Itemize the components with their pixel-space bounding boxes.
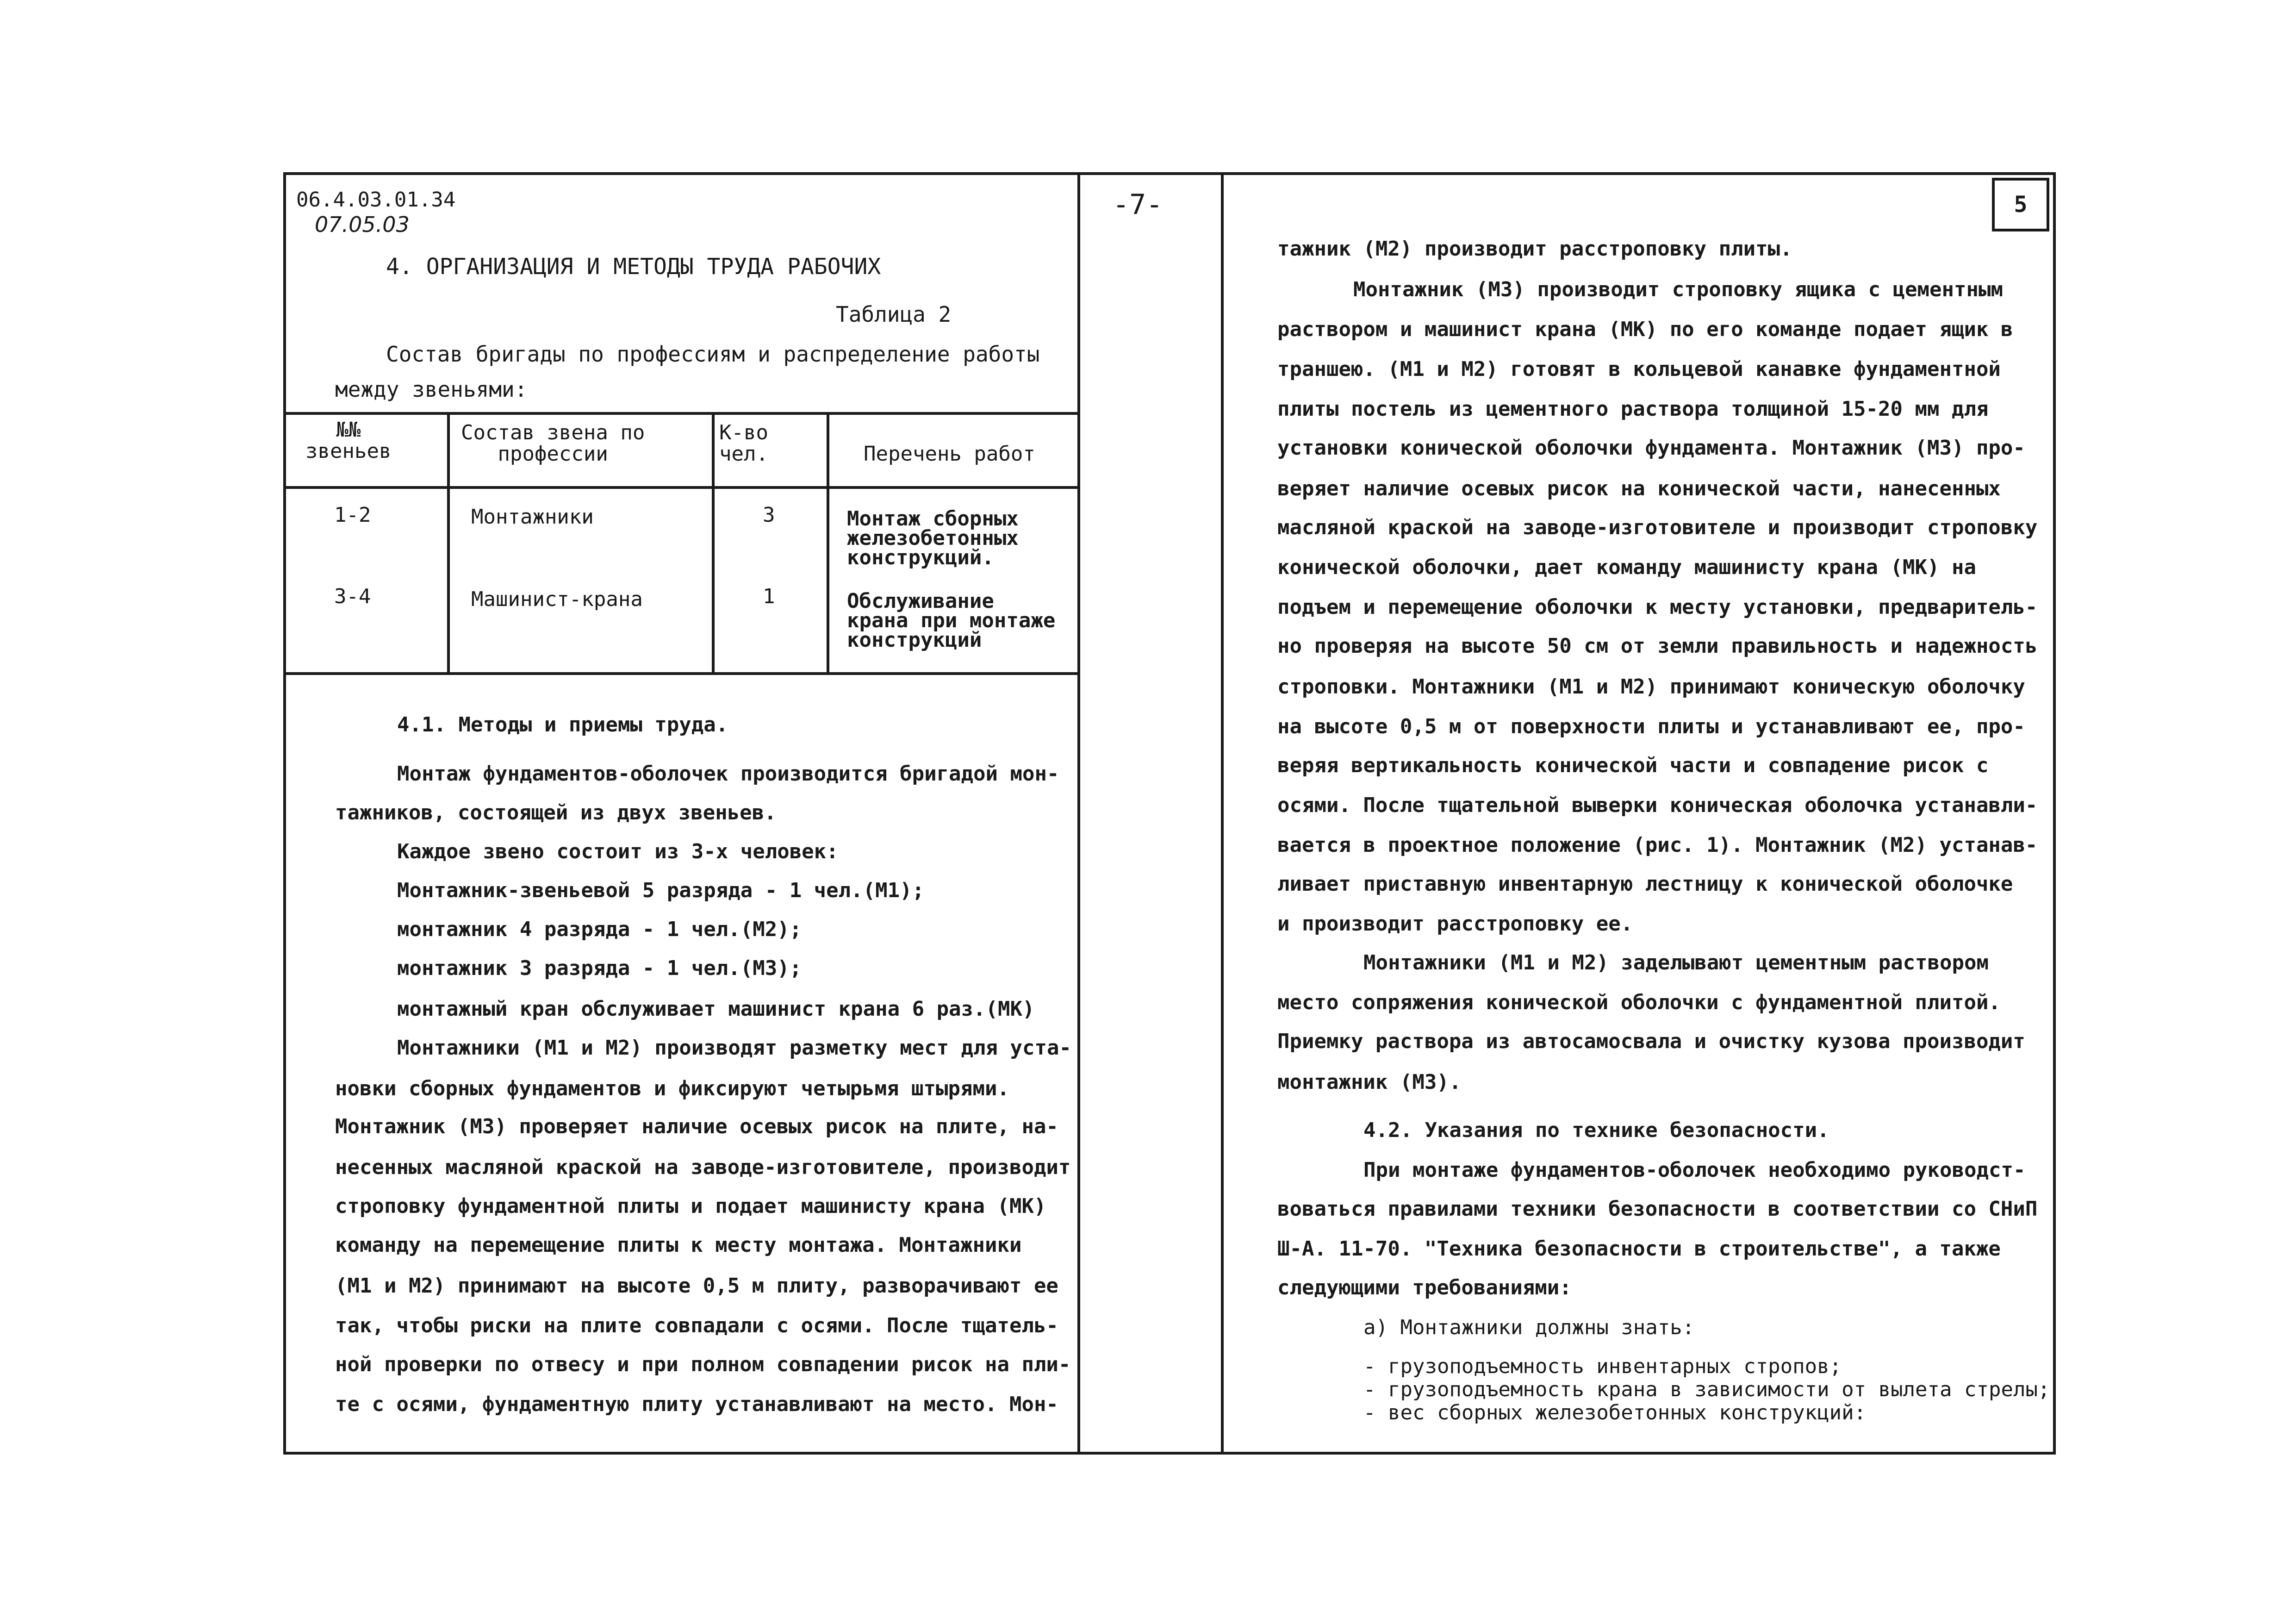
table-bottom-line: [283, 672, 1078, 675]
table-header-line: [283, 486, 1078, 489]
right-line-13: на высоте 0,5 м от поверхности плиты и устанавливают ее, про-: [1277, 715, 2025, 738]
safety-line-5: а) Монтажники должны знать:: [1363, 1316, 1695, 1339]
subsection-4-1-title: 4.1. Методы и приемы труда.: [397, 713, 728, 737]
left-line-8: Монтажники (М1 и М2) производят разметку мест для уста-: [397, 1036, 1071, 1060]
right-line-8: масляной краской на заводе-изготовителе и производит строповку: [1277, 516, 2038, 539]
left-line-2: тажников, состоящей из двух звеньев.: [335, 801, 777, 824]
left-line-5: монтажник 4 разряда - 1 чел.(М2);: [397, 918, 802, 941]
table-caption-line2: между звеньями:: [335, 377, 528, 402]
sheet-number-box: [1992, 178, 2049, 231]
table-row-2-composition: Машинист-крана: [471, 587, 643, 611]
right-line-21: Приемку раствора из автосамосвала и очистку кузова производит: [1277, 1030, 2025, 1053]
left-line-13: команду на перемещение плиты к месту монтажа. Монтажники: [335, 1233, 1022, 1257]
left-line-4: Монтажник-звеньевой 5 разряда - 1 чел.(М1);: [397, 879, 925, 902]
right-line-1: тажник (М2) производит расстроповку плиты.: [1277, 237, 1792, 261]
subsection-4-2-title: 4.2. Указания по технике безопасности.: [1363, 1118, 1829, 1142]
table-row-1-works: Монтаж сборных железобетонных конструкций.: [847, 507, 1019, 569]
right-line-20: место сопряжения конической оболочки с фундаментной плитой.: [1277, 991, 2001, 1014]
section-title: 4. ОРГАНИЗАЦИЯ И МЕТОДЫ ТРУДА РАБОЧИХ: [386, 254, 881, 280]
safety-line-7: - грузоподъемность крана в зависимости от вылета стрелы;: [1363, 1378, 2050, 1401]
right-line-15: осями. После тщательной выверки коническая оболочка устанавли-: [1277, 793, 2038, 817]
right-line-6: установки конической оболочки фундамента. Монтажник (М3) про-: [1277, 436, 2025, 460]
left-line-12: строповку фундаментной плиты и подает машинисту крана (МК): [335, 1194, 1046, 1218]
table-top-line: [283, 412, 1078, 415]
table-row-2-links: 3-4: [334, 585, 371, 608]
table-row-1-links: 1-2: [334, 503, 371, 527]
right-line-5: плиты постель из цементного раствора толщиной 15-20 мм для: [1277, 397, 1989, 421]
column-divider-left: [1077, 172, 1080, 1455]
table-row-1-count: 3: [763, 503, 775, 527]
left-line-3: Каждое звено состоит из 3-х человек:: [397, 840, 839, 863]
left-line-16: ной проверки по отвесу и при полном совпадении рисок на пли-: [335, 1353, 1071, 1376]
table-label: Таблица 2: [836, 302, 952, 327]
right-line-18: и производит расстроповку ее.: [1277, 912, 1633, 936]
table-caption-line1: Состав бригады по профессиям и распределение работы: [386, 342, 1040, 367]
sheet-number: 5: [2014, 192, 2028, 218]
right-line-9: конической оболочки, дает команду машинисту крана (МК) на: [1277, 556, 1976, 579]
table-col-line-2: [712, 412, 715, 672]
left-line-17: те с осями, фундаментную плиту устанавливают на место. Мон-: [335, 1393, 1058, 1416]
right-line-12: строповки. Монтажники (М1 и М2) принимают коническую оболочку: [1277, 675, 2025, 699]
left-line-11: несенных масляной краской на заводе-изготовителе, производит: [335, 1156, 1071, 1179]
column-divider-right: [1221, 172, 1224, 1455]
table-row-2-works: Обслуживание крана при монтаже конструкций: [847, 589, 1056, 652]
safety-line-4: следующими требованиями:: [1277, 1276, 1572, 1299]
left-line-7: монтажный кран обслуживает машинист крана 6 раз.(МК): [397, 997, 1035, 1021]
handwritten-date-code: 07.05.03: [315, 212, 410, 237]
page-number: -7-: [1113, 188, 1163, 221]
safety-line-8: - вес сборных железобетонных конструкций:: [1363, 1401, 1867, 1424]
left-line-9: новки сборных фундаментов и фиксируют четырьмя штырями.: [335, 1077, 1009, 1100]
safety-line-2: воваться правилами техники безопасности в соответствии со СНиП: [1277, 1197, 2038, 1221]
right-line-11: но проверяя на высоте 50 см от земли правильность и надежность: [1277, 634, 2038, 658]
right-line-3: раствором и машинист крана (МК) по его команде подает ящик в: [1277, 318, 2013, 341]
safety-line-1: При монтаже фундаментов-оболочек необходимо руководст-: [1363, 1158, 2026, 1182]
left-line-1: Монтаж фундаментов-оболочек производится бригадой мон-: [397, 762, 1059, 786]
left-line-6: монтажник 3 разряда - 1 чел.(М3);: [397, 956, 802, 980]
table-header-works: Перечень работ: [864, 442, 1035, 466]
left-line-14: (М1 и М2) принимают на высоте 0,5 м плиту, разворачивают ее: [335, 1274, 1058, 1298]
table-col-line-1: [447, 412, 450, 672]
right-line-4: траншею. (М1 и М2) готовят в кольцевой канавке фундаментной: [1277, 357, 2001, 381]
right-line-16: вается в проектное положение (рис. 1). Монтажник (М2) устанав-: [1277, 833, 2038, 857]
table-col-line-3: [827, 412, 829, 672]
right-line-7: веряет наличие осевых рисок на конической части, нанесенных: [1277, 477, 2001, 500]
table-header-count: К-во чел.: [719, 421, 768, 466]
right-line-17: ливает приставную инвентарную лестницу к конической оболочке: [1277, 872, 2013, 896]
table-row-2-count: 1: [763, 585, 775, 608]
left-line-10: Монтажник (М3) проверяет наличие осевых рисок на плите, на-: [335, 1115, 1058, 1138]
table-header-composition: Состав звена по профессии: [461, 421, 645, 466]
table-row-1-composition: Монтажники: [471, 505, 594, 529]
right-line-19: Монтажники (М1 и М2) заделывают цементным раствором: [1363, 951, 1989, 974]
document-code: 06.4.03.01.34: [296, 188, 456, 212]
safety-line-3: Ш-А. 11-70. "Техника безопасности в строительстве", а также: [1277, 1237, 2001, 1261]
right-line-14: веряя вертикальность конической части и совпадение рисок с: [1277, 754, 1989, 777]
table-header-links: №№ звеньев: [305, 418, 392, 463]
right-line-22: монтажник (М3).: [1277, 1070, 1462, 1094]
right-line-10: подъем и перемещение оболочки к месту установки, предваритель-: [1277, 595, 2038, 619]
right-line-2: Монтажник (М3) производит строповку ящика с цементным: [1353, 278, 2003, 301]
safety-line-6: - грузоподъемность инвентарных стропов;: [1363, 1355, 1842, 1378]
left-line-15: так, чтобы риски на плите совпадали с осями. После тщатель-: [335, 1314, 1058, 1337]
